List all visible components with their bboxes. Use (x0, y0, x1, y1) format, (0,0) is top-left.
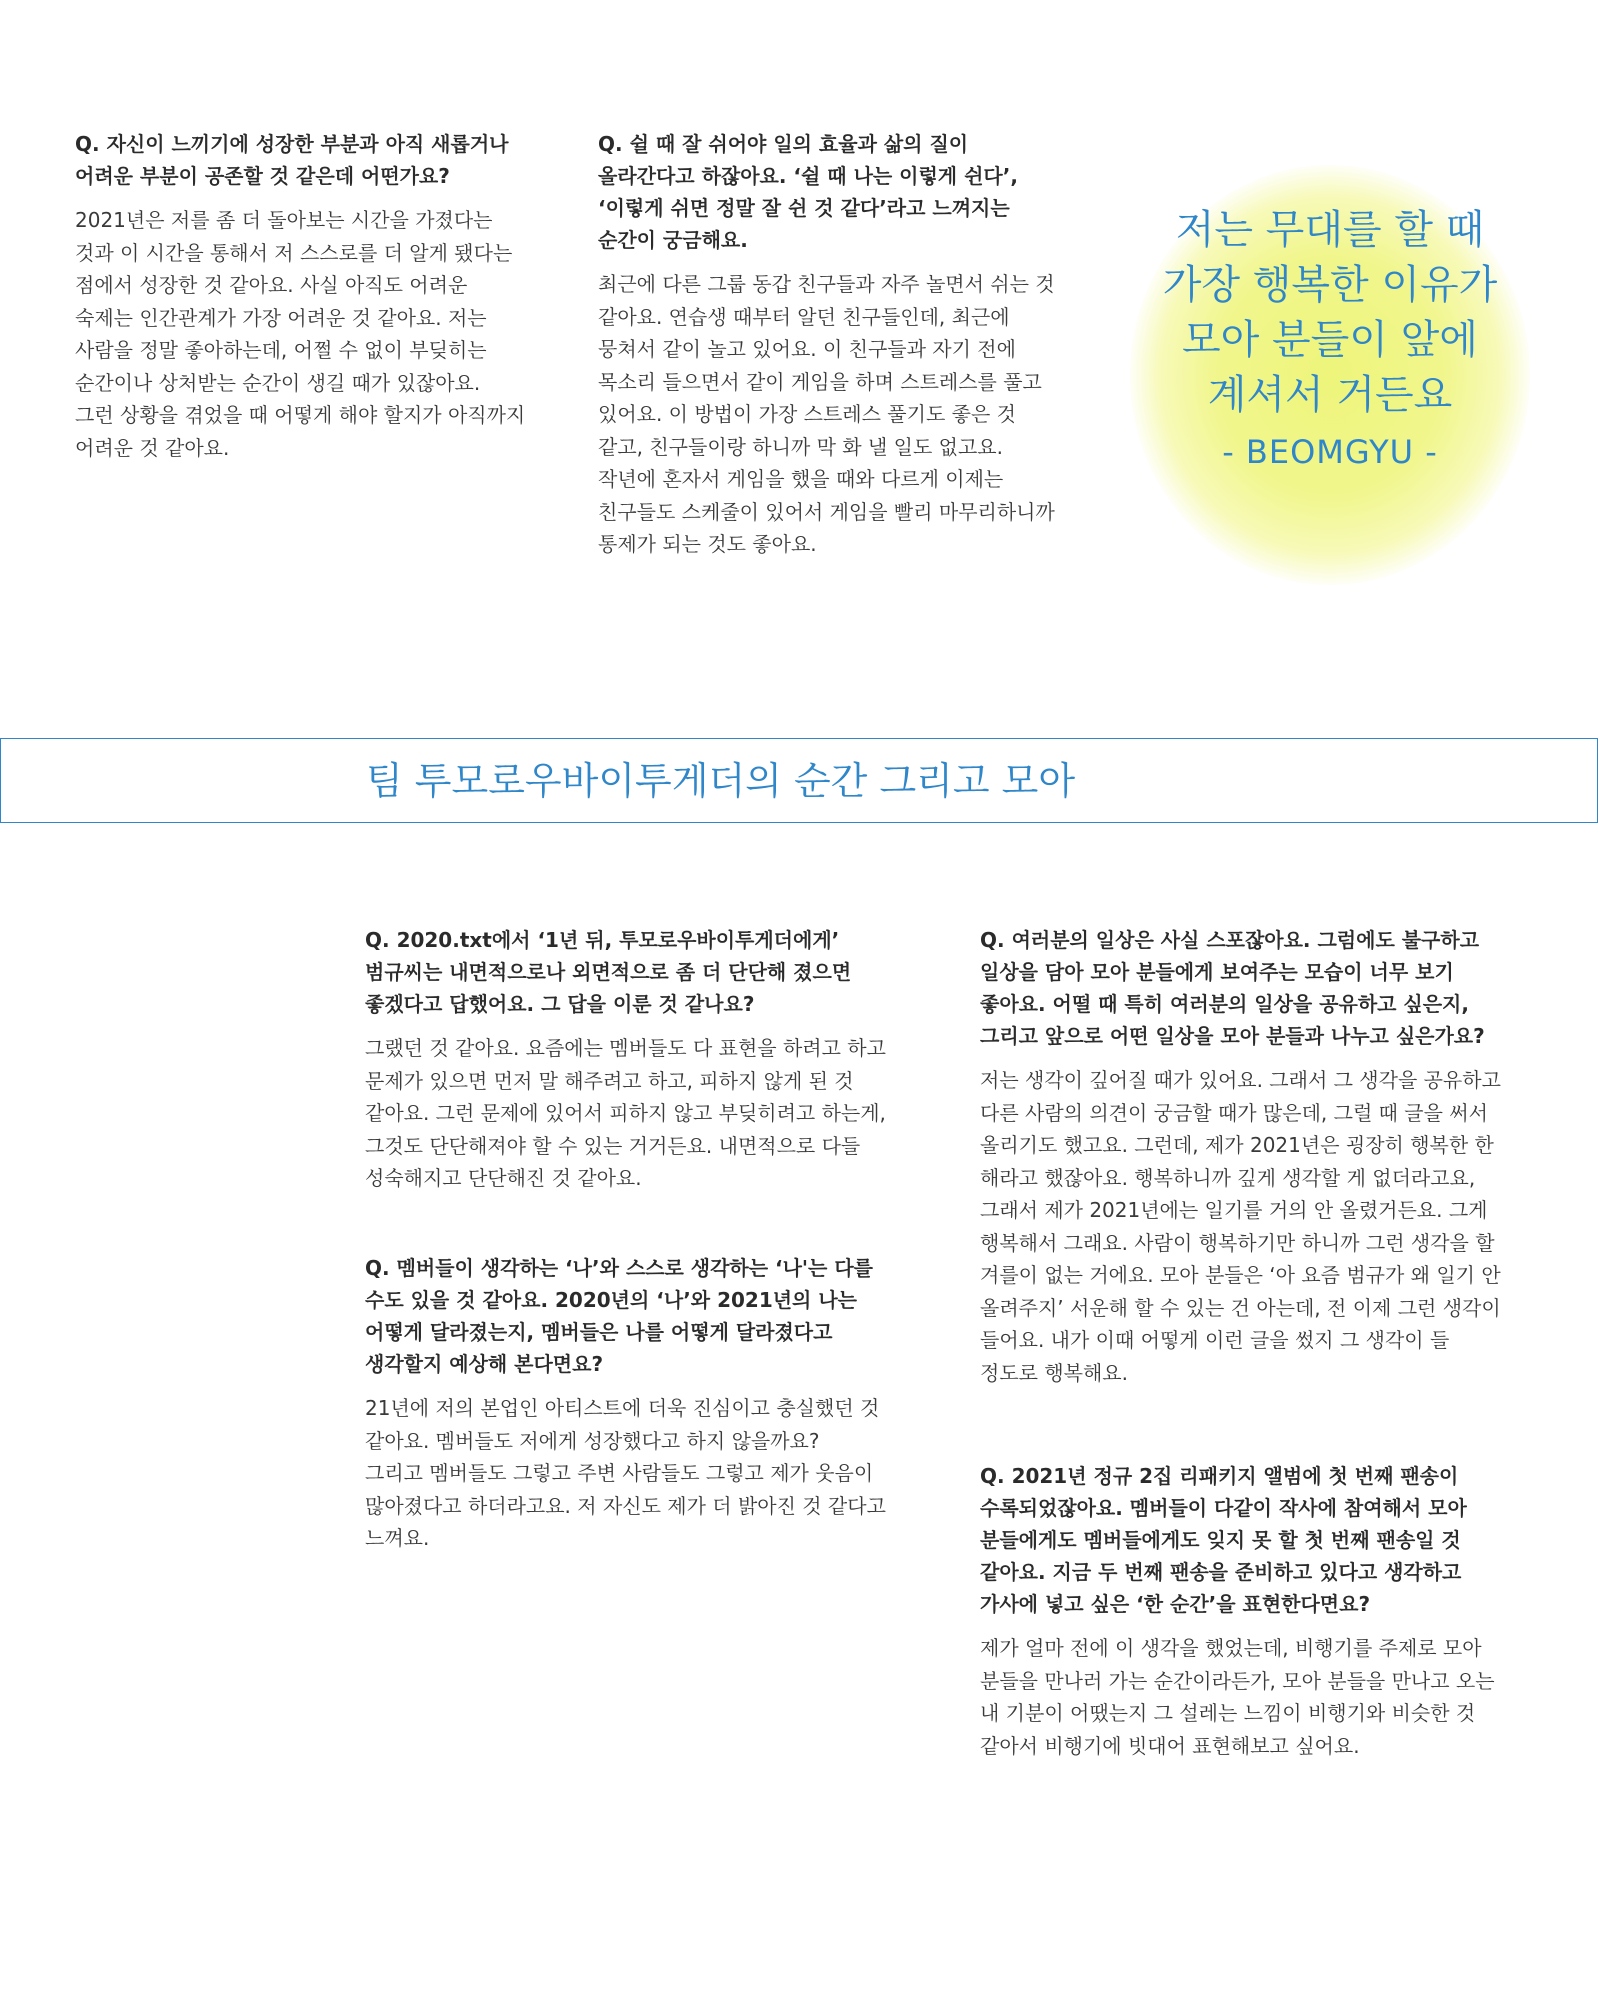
section-banner (0, 738, 1598, 823)
qa-growth (75, 128, 575, 464)
section-title: 팀 투모로우바이투게더의 순간 그리고 모아 (366, 759, 1076, 803)
qa-self-image (365, 1252, 945, 1555)
answer-fan-song: 제가 얼마 전에 이 생각을 했었는데, 비행기를 주제로 모아 분들을 만나러 가는 순간이라든가, 모아 분들을 만나고 오는 내 기분이 어땠는지 그 설레는 느낌이 비행기와 비슷한 것 같아서 비행기에 빗대어 표현해보고 싶어요. (980, 1636, 1495, 1758)
qa-daily-life (980, 924, 1540, 1389)
question-fan-song: Q. 2021년 정규 2집 리패키지 앨범에 첫 번째 팬송이 수록되었잖아요. 멤버들이 다같이 작사에 참여해서 모아 분들에게도 멤버들에게도 잊지 못 할 첫 번째 팬송일 것 같아요. 지금 두 번째 팬송을 준비하고 있다고 생각하고 가사에 넣고 싶은 ‘한 순간’을 표현한다면요? (980, 1464, 1467, 1616)
pull-quote-author: - BEOMGYU - (1222, 433, 1438, 471)
question-self-image: Q. 멤버들이 생각하는 ‘나’와 스스로 생각하는 ‘나'는 다를 수도 있을 것 같아요. 2020년의 ‘나’와 2021년의 나는 어떻게 달라졌는지, 멤버들은 나를 어떻게 달라졌다고 생각할지 예상해 본다면요? (365, 1256, 873, 1376)
answer-self-image: 21년에 저의 본업인 아티스트에 더욱 진심이고 충실했던 것 같아요. 멤버들도 저에게 성장했다고 하지 않을까요? 그리고 멤버들도 그렇고 주변 사람들도 그렇고 제가 웃음이 많아졌다고 하더라고요. 저 자신도 제가 더 밝아진 것 같다고 느껴요. (365, 1396, 886, 1550)
qa-fan-song (980, 1460, 1540, 1762)
answer-daily-life: 저는 생각이 깊어질 때가 있어요. 그래서 그 생각을 공유하고 다른 사람의 의견이 궁금할 때가 많은데, 그럴 때 글을 써서 올리기도 했고요. 그런데, 제가 2021년은 굉장히 행복한 한 해라고 했잖아요. 행복하니까 깊게 생각할 게 없더라고요, 그래서 제가 2021년에는 일기를 거의 안 올렸거든요. 그게 행복해서 그래요. 사람이 행복하기만 하니까 그런 생각을 할 겨를이 없는 거에요. 모아 분들은 ‘아 요즘 범규가 왜 일기 안 올려주지’ 서운해 할 수 있는 건 아는데, 전 이제 그런 생각이 들어요. 내가 이때 어떻게 이런 글을 썼지 그 생각이 들 정도로 행복해요. (980, 1068, 1501, 1385)
answer-2020txt: 그랬던 것 같아요. 요즘에는 멤버들도 다 표현을 하려고 하고 문제가 있으면 먼저 말 해주려고 하고, 피하지 않게 된 것 같아요. 그런 문제에 있어서 피하지 않고 부딪히려고 하는게, 그것도 단단해져야 할 수 있는 거거든요. 내면적으로 다들 성숙해지고 단단해진 것 같아요. (365, 1036, 886, 1190)
qa-2020txt (365, 924, 945, 1195)
question-growth: Q. 자신이 느끼기에 성장한 부분과 아직 새롭거나 어려운 부분이 공존할 것 같은데 어떤가요? (75, 132, 509, 188)
question-rest: Q. 쉴 때 잘 쉬어야 일의 효율과 삶의 질이 올라간다고 하잖아요. ‘쉴 때 나는 이렇게 쉰다’, ‘이렇게 쉬면 정말 잘 쉰 것 같다’라고 느껴지는 순간이 궁금해요. (598, 132, 1018, 252)
question-daily-life: Q. 여러분의 일상은 사실 스포잖아요. 그럼에도 불구하고 일상을 담아 모아 분들에게 보여주는 모습이 너무 보기 좋아요. 어떨 때 특히 여러분의 일상을 공유하고 싶은지, 그리고 앞으로 어떤 일상을 모아 분들과 나누고 싶은가요? (980, 928, 1485, 1048)
answer-rest: 최근에 다른 그룹 동갑 친구들과 자주 놀면서 쉬는 것 같아요. 연습생 때부터 알던 친구들인데, 최근에 뭉쳐서 같이 놀고 있어요. 이 친구들과 자기 전에 목소리 들으면서 같이 게임을 하며 스트레스를 풀고 있어요. 이 방법이 가장 스트레스 풀기도 좋은 것 같고, 친구들이랑 하니까 막 화 낼 일도 없고요. 작년에 혼자서 게임을 했을 때와 다르게 이제는 친구들도 스케줄이 있어서 게임을 빨리 마무리하니까 통제가 되는 것도 좋아요. (598, 272, 1055, 556)
question-2020txt: Q. 2020.txt에서 ‘1년 뒤, 투모로우바이투게더에게’ 범규씨는 내면적으로나 외면적으로 좀 더 단단해 졌으면 좋겠다고 답했어요. 그 답을 이룬 것 같나요? (365, 928, 852, 1016)
answer-growth: 2021년은 저를 좀 더 돌아보는 시간을 가졌다는 것과 이 시간을 통해서 저 스스로를 더 알게 됐다는 점에서 성장한 것 같아요. 사실 아직도 어려운 숙제는 인간관계가 가장 어려운 것 같아요. 저는 사람을 정말 좋아하는데, 어쩔 수 없이 부딪히는 순간이나 상처받는 순간이 생길 때가 있잖아요. 그런 상황을 겪었을 때 어떻게 해야 할지가 아직까지 어려운 것 같아요. (75, 208, 526, 460)
pull-quote-text: 저는 무대를 할 때 가장 행복한 이유가 모아 분들이 앞에 계셔서 거든요 (1162, 207, 1498, 418)
pull-quote (1130, 165, 1530, 585)
qa-rest (598, 128, 1098, 561)
